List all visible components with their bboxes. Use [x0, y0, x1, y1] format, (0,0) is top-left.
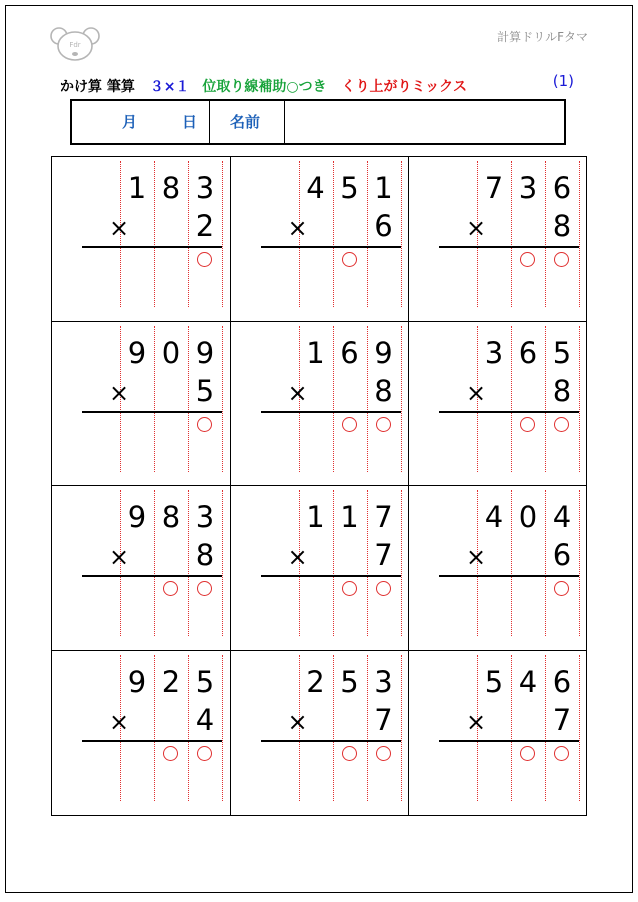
- grid-column-line: [230, 157, 231, 815]
- multiply-sign: ×: [287, 707, 308, 736]
- answer-area[interactable]: [82, 743, 222, 801]
- multiplier-digit: 8: [552, 373, 572, 408]
- multiplicand-digit: 9: [127, 500, 147, 534]
- place-value-guide-line: [579, 490, 580, 636]
- multiplicand-digit: 0: [518, 500, 538, 534]
- multiplier-digit: 5: [195, 373, 215, 408]
- answer-area[interactable]: [439, 414, 579, 472]
- answer-area[interactable]: [439, 578, 579, 636]
- multiplier-digit: 8: [195, 538, 215, 572]
- multiply-sign: ×: [108, 378, 130, 407]
- multiplicand-digit: 0: [161, 335, 181, 370]
- grid-row-line: [52, 485, 586, 486]
- answer-rule: [261, 411, 401, 413]
- answer-rule: [439, 246, 579, 248]
- multiplicand-digit: 2: [306, 664, 325, 699]
- multiplicand-digit: 3: [518, 171, 538, 205]
- problem-grid: [51, 156, 587, 816]
- grid-row-line: [52, 321, 586, 322]
- place-value-guide-line: [222, 161, 223, 307]
- place-value-guide-line: [579, 161, 580, 307]
- name-label: 名前: [230, 113, 261, 131]
- name-divider: [284, 101, 285, 143]
- multiplicand-digit: 4: [306, 171, 325, 205]
- grid-row-line: [52, 650, 586, 651]
- multiplicand-digit: 6: [340, 335, 359, 370]
- answer-area[interactable]: [261, 249, 401, 307]
- multiplier-digit: 4: [195, 702, 215, 737]
- answer-rule: [82, 411, 222, 413]
- multiply-sign: ×: [465, 543, 487, 571]
- multiply-sign: ×: [465, 214, 487, 242]
- title-part-3: 位取り線補助○つき: [202, 79, 327, 95]
- multiplicand-digit: 1: [306, 335, 325, 370]
- answer-rule: [439, 740, 579, 742]
- answer-rule: [82, 740, 222, 742]
- multiplicand-digit: 3: [195, 500, 215, 534]
- answer-rule: [82, 246, 222, 248]
- title-part-2: ３×１: [149, 79, 190, 95]
- answer-rule: [261, 246, 401, 248]
- answer-area[interactable]: [439, 743, 579, 801]
- place-value-guide-line: [401, 161, 402, 307]
- multiplicand-digit: 6: [518, 335, 538, 370]
- sheet-number: (1): [552, 72, 574, 90]
- multiplicand-digit: 1: [306, 500, 325, 534]
- place-value-guide-line: [579, 326, 580, 472]
- multiplicand-digit: 5: [195, 664, 215, 699]
- multiply-sign: ×: [287, 543, 308, 571]
- grid-column-line: [408, 157, 409, 815]
- multiplicand-digit: 6: [552, 664, 572, 699]
- answer-area[interactable]: [82, 414, 222, 472]
- name-field[interactable]: [286, 101, 564, 143]
- multiplier-digit: 8: [552, 209, 572, 243]
- multiplicand-digit: 4: [552, 500, 572, 534]
- answer-area[interactable]: [82, 578, 222, 636]
- answer-area[interactable]: [439, 249, 579, 307]
- multiplicand-digit: 2: [161, 664, 181, 699]
- answer-area[interactable]: [261, 578, 401, 636]
- multiplicand-digit: 1: [374, 171, 393, 205]
- multiplicand-digit: 1: [127, 171, 147, 205]
- multiplicand-digit: 3: [484, 335, 504, 370]
- multiplicand-digit: 9: [127, 335, 147, 370]
- multiplicand-digit: 1: [340, 500, 359, 534]
- multiplicand-digit: 5: [340, 171, 359, 205]
- place-value-guide-line: [401, 326, 402, 472]
- name-date-box: [70, 99, 566, 145]
- answer-rule: [439, 411, 579, 413]
- answer-rule: [261, 575, 401, 577]
- month-label: 月: [122, 113, 138, 131]
- multiplicand-digit: 3: [195, 171, 215, 205]
- multiplier-digit: 7: [552, 702, 572, 737]
- answer-area[interactable]: [261, 414, 401, 472]
- multiplier-digit: 7: [374, 702, 393, 737]
- title-part-4: くり上がりミックス: [341, 79, 468, 95]
- worksheet-title: [60, 76, 467, 96]
- multiply-sign: ×: [108, 214, 130, 242]
- logo-text: Fdr: [69, 41, 81, 49]
- answer-rule: [261, 740, 401, 742]
- place-value-guide-line: [222, 326, 223, 472]
- multiplicand-digit: 7: [484, 171, 504, 205]
- brand-name: 計算ドリルFタマ: [497, 30, 588, 44]
- multiplicand-digit: 9: [195, 335, 215, 370]
- day-label: 日: [182, 113, 198, 131]
- answer-rule: [439, 575, 579, 577]
- multiply-sign: ×: [287, 214, 308, 242]
- multiplicand-digit: 4: [484, 500, 504, 534]
- place-value-guide-line: [222, 655, 223, 801]
- place-value-guide-line: [579, 655, 580, 801]
- multiplicand-digit: 6: [552, 171, 572, 205]
- answer-area[interactable]: [261, 743, 401, 801]
- multiplicand-digit: 5: [484, 664, 504, 699]
- multiply-sign: ×: [108, 543, 130, 571]
- place-value-guide-line: [401, 655, 402, 801]
- multiplicand-digit: 7: [374, 500, 393, 534]
- answer-rule: [82, 575, 222, 577]
- multiplicand-digit: 5: [552, 335, 572, 370]
- answer-area[interactable]: [82, 249, 222, 307]
- multiplicand-digit: 5: [340, 664, 359, 699]
- multiplicand-digit: 8: [161, 500, 181, 534]
- bear-face-icon: [50, 27, 100, 61]
- multiplicand-digit: 9: [374, 335, 393, 370]
- date-divider: [209, 101, 210, 143]
- multiplier-digit: 2: [195, 209, 215, 243]
- multiply-sign: ×: [287, 378, 308, 407]
- multiplier-digit: 8: [374, 373, 393, 408]
- multiplier-digit: 6: [374, 209, 393, 243]
- multiply-sign: ×: [108, 707, 130, 736]
- multiply-sign: ×: [465, 378, 487, 407]
- multiplier-digit: 7: [374, 538, 393, 572]
- multiplier-digit: 6: [552, 538, 572, 572]
- place-value-guide-line: [222, 490, 223, 636]
- multiply-sign: ×: [465, 707, 487, 736]
- multiplicand-digit: 8: [161, 171, 181, 205]
- title-part-1: かけ算 筆算: [60, 79, 135, 95]
- multiplicand-digit: 4: [518, 664, 538, 699]
- place-value-guide-line: [401, 490, 402, 636]
- multiplicand-digit: 9: [127, 664, 147, 699]
- multiplicand-digit: 3: [374, 664, 393, 699]
